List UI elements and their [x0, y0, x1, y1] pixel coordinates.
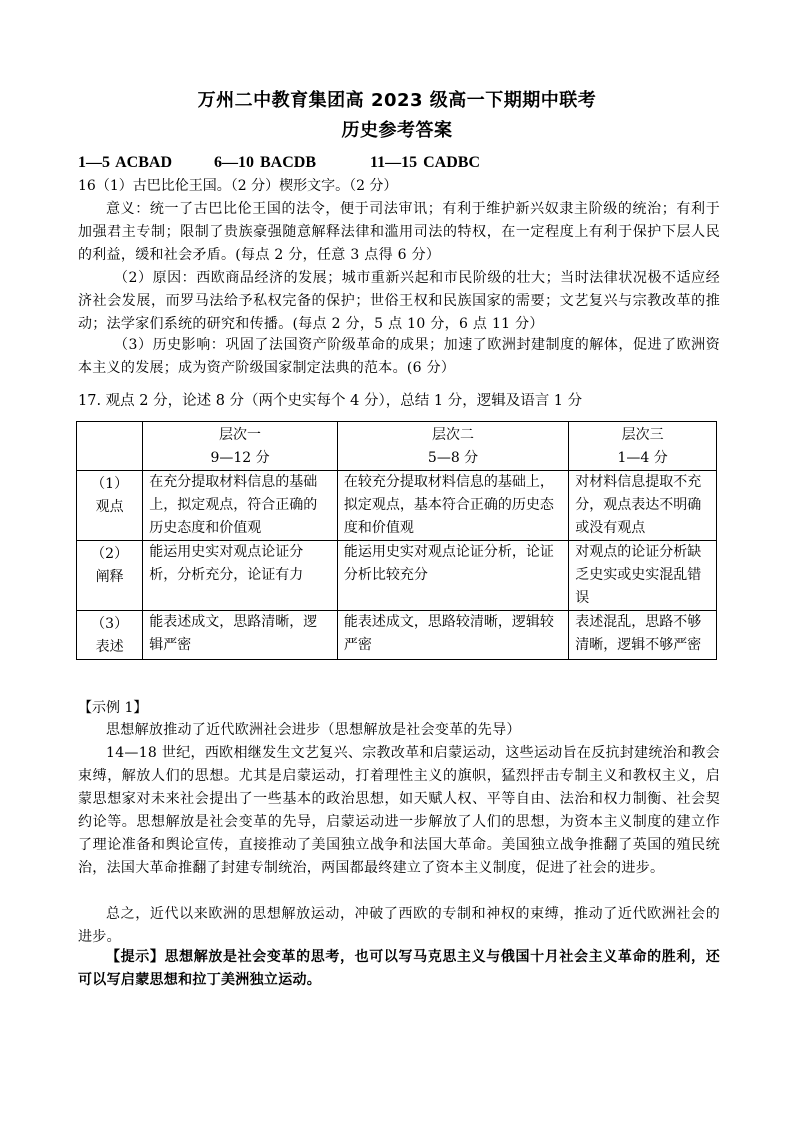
rubric-row-viewpoint: [77, 471, 717, 541]
rubric-header-row: [77, 422, 717, 471]
multiple-choice-answers: [78, 152, 480, 174]
q16-significance: 意义：统一了古巴比伦王国的法令，便于司法审讯；有利于维护新兴奴隶主阶级的统治；有利于加强君主专制；限制了贵族豪强随意解释法律和滥用司法的特权，在一定程度上有利于保护下层人民的利益，缓和社会矛盾。(每点 2 分，任意 3 点得 6 分）: [78, 201, 720, 263]
q17-scoring-intro: 17. 观点 2 分，论述 8 分（两个史实每个 4 分），总结 1 分，逻辑及语言 1 分: [78, 393, 583, 409]
table-cell: 在较充分提取材料信息的基础上，拟定观点，基本符合正确的历史态度和价值观: [337, 471, 568, 541]
q16-part3-impact: （3）历史影响：巩固了法国资产阶级革命的成果；加速了欧洲封建制度的解体，促进了欧洲资本主义的发展；成为资产阶级国家制定法典的范本。(6 分）: [78, 337, 720, 376]
table-cell: 在充分提取材料信息的基础上，拟定观点，符合正确的历史态度和价值观: [143, 471, 338, 541]
row-label: [77, 611, 143, 660]
level-name: 层次二: [432, 427, 475, 443]
rubric-corner-cell: [77, 422, 143, 471]
q17-rubric-table: [76, 421, 717, 660]
q16-part2-reasons: （2）原因：西欧商品经济的发展；城市重新兴起和市民阶级的壮大；当时法律状况极不适应经济社会发展，而罗马法给予私权完备的保护；世俗王权和民族国家的需要；文艺复兴与宗教改革的推动；法学家们系统的研究和传播。(每点 2 分，5 点 10 分，6 点 11 分）: [78, 270, 720, 332]
row-number: （3）: [91, 616, 129, 632]
table-cell: 能表述成文，思路清晰，逻辑严密: [143, 611, 338, 660]
q16-part1-answer: 16（1）古巴比伦王国。（2 分）楔形文字。（2 分）: [78, 178, 398, 194]
answers-6-10: 6—10 BACDB: [214, 154, 317, 171]
row-title: 阐释: [95, 569, 124, 585]
row-number: （2）: [91, 546, 129, 562]
answers-1-5: 1—5 ACBAD: [78, 154, 173, 171]
rubric-row-expression: [77, 611, 717, 660]
level-score: 5—8 分: [427, 450, 479, 466]
table-cell: 能表述成文，思路较清晰，逻辑较严密: [337, 611, 568, 660]
page-subtitle: 历史参考答案: [341, 120, 453, 141]
table-cell: 能运用史实对观点论证分析，论证分析比较充分: [337, 541, 568, 611]
level-name: 层次三: [621, 427, 664, 443]
level-3-header: [569, 422, 717, 471]
level-name: 层次一: [219, 427, 262, 443]
example-tip: 【提示】思想解放是社会变革的思考，也可以写马克思主义与俄国十月社会主义革命的胜利，还可以写启蒙思想和拉丁美洲独立运动。: [78, 949, 720, 988]
row-label: [77, 541, 143, 611]
table-cell: 能运用史实对观点论证分析，分析充分，论证有力: [143, 541, 338, 611]
level-score: 9—12 分: [210, 450, 270, 466]
rubric-row-explanation: [77, 541, 717, 611]
example-thesis: 思想解放推动了近代欧洲社会进步（思想解放是社会变革的先导）: [106, 722, 521, 738]
row-title: 观点: [95, 499, 124, 515]
example-label: 【示例 1】: [78, 700, 148, 716]
row-label: [77, 471, 143, 541]
example-body: 14—18 世纪，西欧相继发生文艺复兴、宗教改革和启蒙运动，这些运动旨在反抗封建统治和教会束缚，解放人们的思想。尤其是启蒙运动，打着理性主义的旗帜，猛烈抨击专制主义和教权主义，启蒙思想家对未来社会提出了一些基本的政治思想，如天赋人权、平等自由、法治和权力制衡、社会契约论等。思想解放是社会变革的先导，启蒙运动进一步解放了人们的思想，为资本主义制度的建立作了理论准备和舆论宣传，直接推动了美国独立战争和法国大革命。美国独立战争推翻了英国的殖民统治，法国大革命推翻了封建专制统治，两国都最终建立了资本主义制度，促进了社会的进步。: [78, 745, 720, 876]
answers-11-15: 11—15 CADBC: [370, 154, 481, 171]
level-2-header: [337, 422, 568, 471]
page-title: 万州二中教育集团高 2023 级高一下期期中联考: [197, 90, 597, 111]
table-cell: 表述混乱，思路不够清晰，逻辑不够严密: [569, 611, 717, 660]
example-conclusion: 总之，近代以来欧洲的思想解放运动，冲破了西欧的专制和神权的束缚，推动了近代欧洲社会的进步。: [78, 906, 720, 945]
table-cell: 对材料信息提取不充分，观点表达不明确或没有观点: [569, 471, 717, 541]
level-score: 1—4 分: [617, 450, 668, 466]
level-1-header: [143, 422, 338, 471]
row-number: （1）: [91, 476, 129, 492]
row-title: 表述: [95, 639, 124, 655]
table-cell: 对观点的论证分析缺乏史实或史实混乱错误: [569, 541, 717, 611]
